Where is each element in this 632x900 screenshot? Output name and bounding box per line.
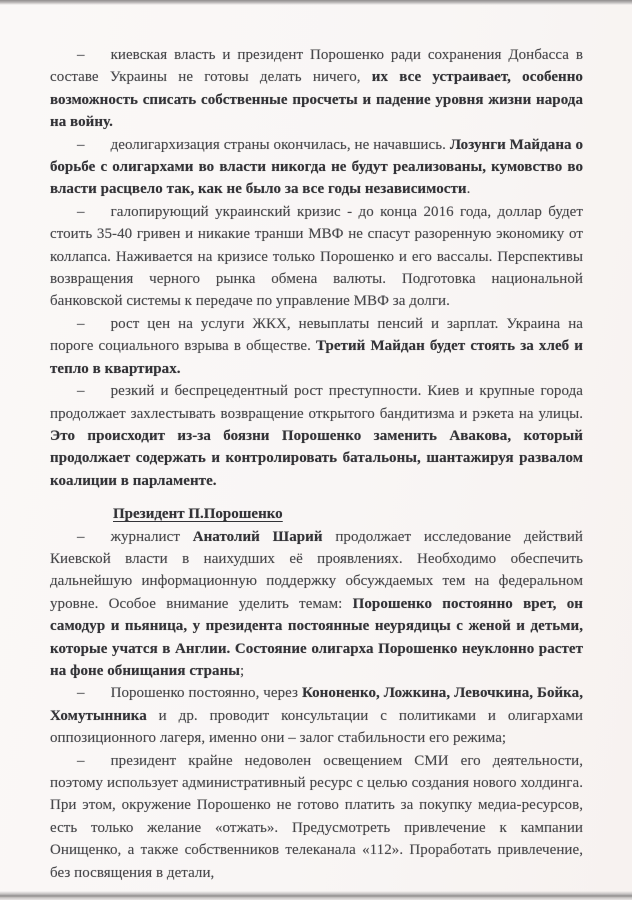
text-run: ; [240, 662, 245, 679]
text-run: продолжает исследование действий Киевской власти в наихудших её проявлениях. Необходимо обеспечить дальнейшую информационную поддержку обсуждаемых тем на федеральном уровне. Особое внимание уделить темам: [50, 528, 584, 612]
text-run: Кононенко, Ложкина, Левочкина, Бойка, Хомутынника [50, 685, 584, 724]
text-run: Третий Майдан будет стоять за хлеб и тепло в квартирах. [50, 338, 583, 377]
bullet-dash: – [77, 528, 85, 545]
scan-edge-bottom [0, 891, 632, 900]
text-run: галопирующий украинский кризис - до конца 2016 года, доллар будет стоить 35-40 гривен и никакие транши МВФ не спасут разоренную экономику от коллапса. Наживается на кризисе только Порошенко и его вассалы. Перспективы возвращения черного рынка обмена валюты. Подготовка национальной банковской системы к передаче по управление МВФ за долги. [50, 203, 583, 310]
scan-edge-top [0, 0, 632, 5]
bullet-paragraph [50, 201, 583, 313]
bullet-paragraph [50, 44, 583, 134]
bullet-dash: – [77, 136, 85, 153]
text-run: рост цен на услуги ЖКХ, невыплаты пенсий и зарплат. Украина на пороге социального взрыва в обществе. [50, 315, 583, 355]
text-run: президент крайне недоволен освещением СМИ его деятельности, поэтому использует административный ресурс с целью создания нового холдинга. При этом, окружение Порошенко не готово платить за покупку медиа-ресурсов, есть только желание «отжать». Предусмотреть привлечение к кампании Онищенко, а также собственников телеканала «112». Проработать привлечение, без посвящения в детали, [50, 752, 583, 881]
text-run: и др. проводит консультации с политиками и олигархами оппозиционного лагеря, именно они – залог стабильности его режима; [50, 707, 583, 747]
bullet-dash: – [77, 203, 85, 220]
bullet-paragraph [50, 526, 583, 683]
text-run: Порошенко постоянно врет, он самодур и пьяница, у президента постоянные неурядицы с женой и детьми, которые учатся в Англии. Состояние олигарха Порошенко неуклонно растет на фоне обнищания страны [50, 595, 583, 679]
text-run: резкий и беспрецедентный рост преступности. Киев и крупные города продолжает захлестывать возвращение открытого бандитизма и рэкета на улицы. [50, 383, 583, 422]
bullet-dash: – [77, 47, 85, 63]
bullet-paragraph [50, 134, 583, 201]
bullet-dash: – [77, 685, 85, 702]
text-run: . [466, 181, 471, 198]
text-run: деолигархизация страны окончилась, не начавшись. [110, 136, 450, 153]
bullet-dash: – [77, 315, 85, 332]
text-run: Это происходит из-за боязни Порошенко заменить Авакова, который продолжает содержать и контролировать батальоны, шантажируя развалом коалиции в парламенте. [50, 427, 583, 489]
text-run: Лозунги Майдана о борьбе с олигархами во власти никогда не будут реализованы, кумовство во власти расцвело так, как не было за все годы независимости [50, 136, 584, 198]
bullet-paragraph [50, 750, 583, 884]
text-run: Порошенко постоянно, через [110, 685, 302, 702]
text-run: Анатолий Шарий [192, 528, 323, 545]
bullet-paragraph [50, 313, 583, 380]
bullet-dash: – [77, 752, 85, 769]
text-run: журналист [110, 528, 193, 545]
section-heading: Президент П.Порошенко [113, 506, 283, 523]
bullet-dash: – [77, 383, 85, 400]
bullet-paragraph [50, 380, 583, 492]
text-run: киевская власть и президент Порошенко ради сохранения Донбасса в составе Украины не готовы делать ничего, [50, 47, 583, 86]
bullet-paragraph [50, 682, 583, 749]
text-run: их все устраивает, особенно возможность списать собственные просчеты и падение уровня жизни народа на войну. [50, 69, 583, 131]
document-content [50, 44, 583, 884]
